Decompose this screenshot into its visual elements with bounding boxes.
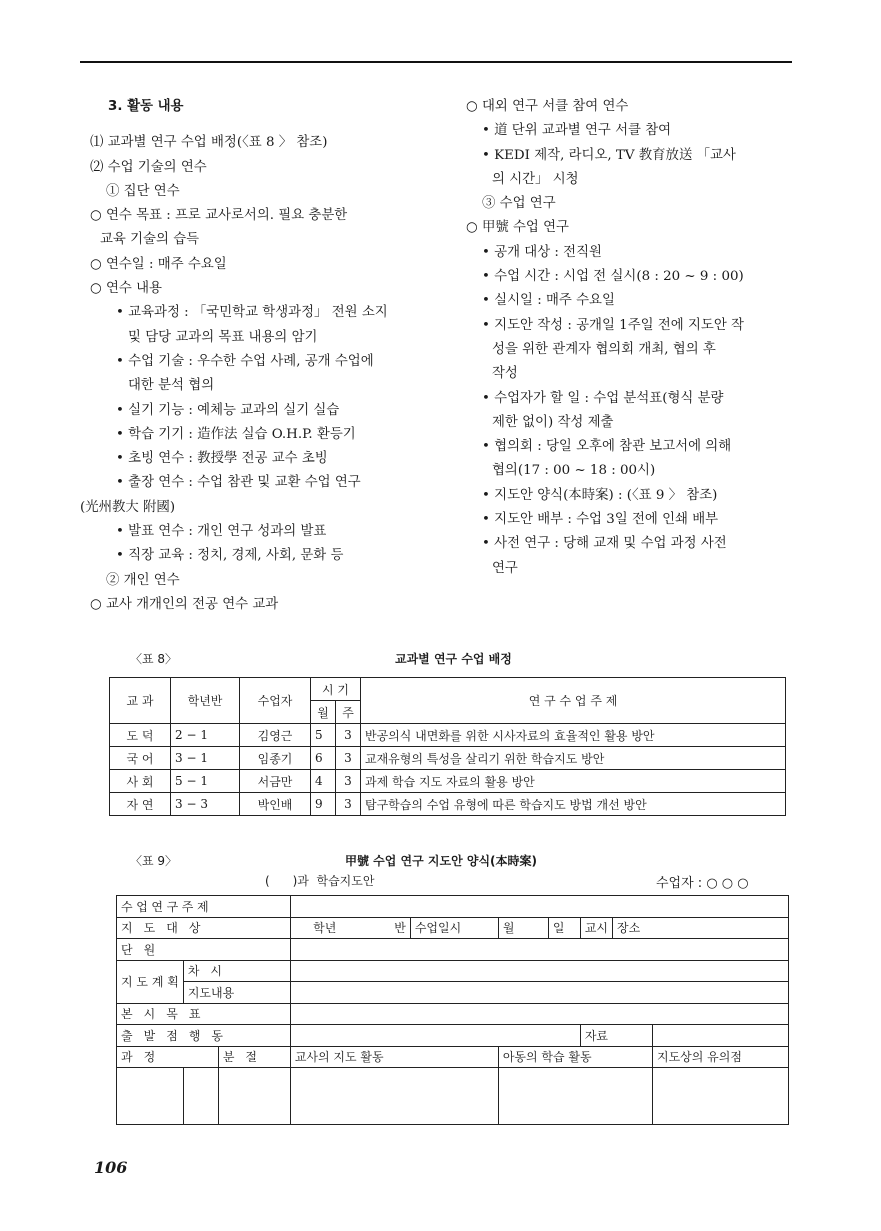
- row-plan-content: 지도내용: [183, 982, 290, 1004]
- text-line: ③ 수업 연구: [482, 196, 556, 212]
- row-starting-label: 출 발 점 행 동: [117, 1025, 291, 1047]
- header-topic: 연 구 수 업 주 제: [361, 678, 786, 724]
- header-process: 과 정: [117, 1046, 219, 1068]
- text-line: • 道 단위 교과별 연구 서클 참여: [482, 123, 672, 139]
- text-line: 성을 위한 관계자 협의회 개최, 협의 후: [492, 341, 716, 357]
- cell-subject: 도 덕: [110, 724, 171, 747]
- text-line: • 사전 연구 : 당해 교재 및 수업 과정 사전: [482, 536, 727, 552]
- cell-topic: 탐구학습의 수업 유형에 따른 학습지도 방법 개선 방안: [361, 793, 786, 816]
- cell-teacher: 박인배: [240, 793, 311, 816]
- header-week: 주: [336, 701, 361, 724]
- text-line: ① 집단 연수: [106, 183, 180, 199]
- text-line: • 수업자가 할 일 : 수업 분석표(형식 분량: [482, 390, 724, 406]
- field-datetime: 수업일시: [410, 917, 498, 939]
- row-plan-time-value: [290, 960, 788, 982]
- header-month: 월: [311, 701, 336, 724]
- row-target-label: 지 도 대 상: [117, 917, 291, 939]
- text-line: • 초빙 연수 : 教授學 전공 교수 초빙: [116, 451, 328, 467]
- header-teacher: 수업자: [240, 678, 311, 724]
- cell-grade: 3 − 3: [171, 793, 240, 816]
- row-objective-value: [290, 1003, 788, 1025]
- cell-topic: 교재유형의 특성을 살리기 위한 학습지도 방안: [361, 747, 786, 770]
- cell-topic: 반공의식 내면화를 위한 시사자료의 효율적인 활용 방안: [361, 724, 786, 747]
- cell-grade: 2 − 1: [171, 724, 240, 747]
- text-line: • 실시일 : 매주 수요일: [482, 293, 615, 309]
- body-cell: [117, 1068, 184, 1125]
- text-line: • 실기 기능 : 예체능 교과의 실기 실습: [116, 402, 340, 418]
- text-line: • 학습 기기 : 造作法 실습 O.H.P. 환등기: [116, 426, 356, 442]
- text-line: • 지도안 배부 : 수업 3일 전에 인쇄 배부: [482, 512, 719, 528]
- row-objective-label: 본 시 목 표: [117, 1003, 291, 1025]
- text-line: ⑵ 수업 기술의 연수: [90, 159, 207, 175]
- cell-teacher: 임종기: [240, 747, 311, 770]
- text-line: ○ 교사 개개인의 전공 연수 교과: [90, 596, 279, 612]
- cell-subject: 자 연: [110, 793, 171, 816]
- table-row: [110, 724, 786, 747]
- body-cell: [498, 1068, 652, 1125]
- row-unit-value: [290, 939, 788, 961]
- text-line: ○ 연수일 : 매주 수요일: [90, 256, 227, 272]
- table8-label: 〈표 8〉: [130, 652, 178, 666]
- text-line: • 공개 대상 : 전직원: [482, 244, 602, 260]
- text-line: 교육 기술의 습득: [100, 232, 200, 248]
- field-day: 일: [548, 917, 580, 939]
- text-line: 제한 없이) 작성 제출: [492, 414, 614, 430]
- header-notes: 지도상의 유의점: [653, 1046, 789, 1068]
- field-class: 반: [340, 917, 410, 939]
- body-cell: [290, 1068, 498, 1125]
- cell-teacher: 김영근: [240, 724, 311, 747]
- field-grade: 학년: [290, 917, 340, 939]
- cell-month: 4: [311, 770, 336, 793]
- text-line: • 교육과정 : 「국민학교 학생과정」 전원 소지: [116, 305, 388, 321]
- text-line: • KEDI 제작, 라디오, TV 教育放送 「교사: [482, 147, 736, 163]
- text-line: • 출장 연수 : 수업 참관 및 교환 수업 연구: [116, 475, 361, 491]
- text-line: 대한 분석 협의: [128, 378, 215, 394]
- field-period: 교시: [580, 917, 612, 939]
- header-student-activity: 아동의 학습 활동: [498, 1046, 652, 1068]
- text-line: ② 개인 연수: [106, 572, 180, 588]
- text-line: 연구: [492, 560, 518, 576]
- body-cell: [218, 1068, 290, 1125]
- header-grade: 학년반: [171, 678, 240, 724]
- table8-title: 교과별 연구 수업 배정: [395, 652, 512, 666]
- row-plan-content-value: [290, 982, 788, 1004]
- row-topic-value: [290, 896, 788, 918]
- page-number: 106: [94, 1158, 128, 1177]
- table9-label: 〈표 9〉: [130, 854, 178, 868]
- text-line: (光州教大 附國): [80, 499, 176, 515]
- cell-topic: 과제 학습 지도 자료의 활용 방안: [361, 770, 786, 793]
- table-row: [110, 793, 786, 816]
- field-month: 월: [498, 917, 548, 939]
- row-unit-label: 단 원: [117, 939, 291, 961]
- cell-week: 3: [336, 724, 361, 747]
- text-line: 의 시간」 시청: [492, 171, 579, 187]
- section-heading: 3. 활동 내용: [108, 99, 184, 114]
- teacher-line: 수업자 : ○ ○ ○: [656, 876, 749, 891]
- table-row: [110, 747, 786, 770]
- table9-title: 甲號 수업 연구 지도안 양식(本時案): [345, 854, 538, 868]
- cell-month: 6: [311, 747, 336, 770]
- row-plan-label: 지 도 계 획: [117, 960, 184, 1003]
- row-starting-value: [290, 1025, 580, 1047]
- row-material-label: 자료: [580, 1025, 652, 1047]
- cell-month: 5: [311, 724, 336, 747]
- cell-week: 3: [336, 747, 361, 770]
- table-row: [110, 770, 786, 793]
- cell-week: 3: [336, 770, 361, 793]
- row-material-value: [653, 1025, 789, 1047]
- text-line: • 수업 시간 : 시업 전 실시(8 : 20 ~ 9 : 00): [482, 269, 744, 285]
- text-line: ○ 甲號 수업 연구: [466, 220, 569, 236]
- header-timing: 시 기: [311, 678, 361, 701]
- body-cell: [183, 1068, 218, 1125]
- cell-subject: 국 어: [110, 747, 171, 770]
- text-line: • 직장 교육 : 정치, 경제, 사회, 문화 등: [116, 548, 344, 564]
- text-line: ⑴ 교과별 연구 수업 배정(〈표 8 〉 참조): [90, 135, 328, 151]
- cell-grade: 5 − 1: [171, 770, 240, 793]
- field-place: 장소: [613, 917, 789, 939]
- cell-teacher: 서금만: [240, 770, 311, 793]
- left-column: [80, 95, 440, 617]
- top-rule: [80, 61, 792, 63]
- text-line: 및 담당 교과의 목표 내용의 암기: [128, 329, 318, 345]
- table9-subtitle: ( )과 학습지도안: [265, 874, 375, 888]
- text-line: 협의(17 : 00 ~ 18 : 00시): [492, 463, 656, 479]
- cell-subject: 사 회: [110, 770, 171, 793]
- text-line: • 발표 연수 : 개인 연구 성과의 발표: [116, 524, 327, 540]
- header-teacher-activity: 교사의 지도 활동: [290, 1046, 498, 1068]
- body-cell: [653, 1068, 789, 1125]
- text-line: • 지도안 양식(本時案) : (〈표 9 〉 참조): [482, 487, 718, 503]
- text-line: • 수업 기술 : 우수한 수업 사례, 공개 수업에: [116, 353, 374, 369]
- header-subject: 교 과: [110, 678, 171, 724]
- row-plan-time: 차 시: [183, 960, 290, 982]
- table9: [116, 895, 789, 1125]
- text-line: ○ 연수 내용: [90, 281, 162, 297]
- text-line: • 지도안 작성 : 공개일 1주일 전에 지도안 작: [482, 317, 744, 333]
- cell-week: 3: [336, 793, 361, 816]
- cell-month: 9: [311, 793, 336, 816]
- right-column: [466, 95, 796, 581]
- text-line: • 협의회 : 당일 오후에 참관 보고서에 의해: [482, 439, 732, 455]
- table8: [109, 677, 786, 816]
- header-step: 분 절: [218, 1046, 290, 1068]
- row-topic-label: 수업연구주제: [117, 896, 291, 918]
- text-line: ○ 연수 목표 : 프로 교사로서의. 필요 충분한: [90, 208, 348, 224]
- text-line: ○ 대외 연구 서클 참여 연수: [466, 99, 629, 114]
- text-line: 작성: [492, 366, 518, 382]
- cell-grade: 3 − 1: [171, 747, 240, 770]
